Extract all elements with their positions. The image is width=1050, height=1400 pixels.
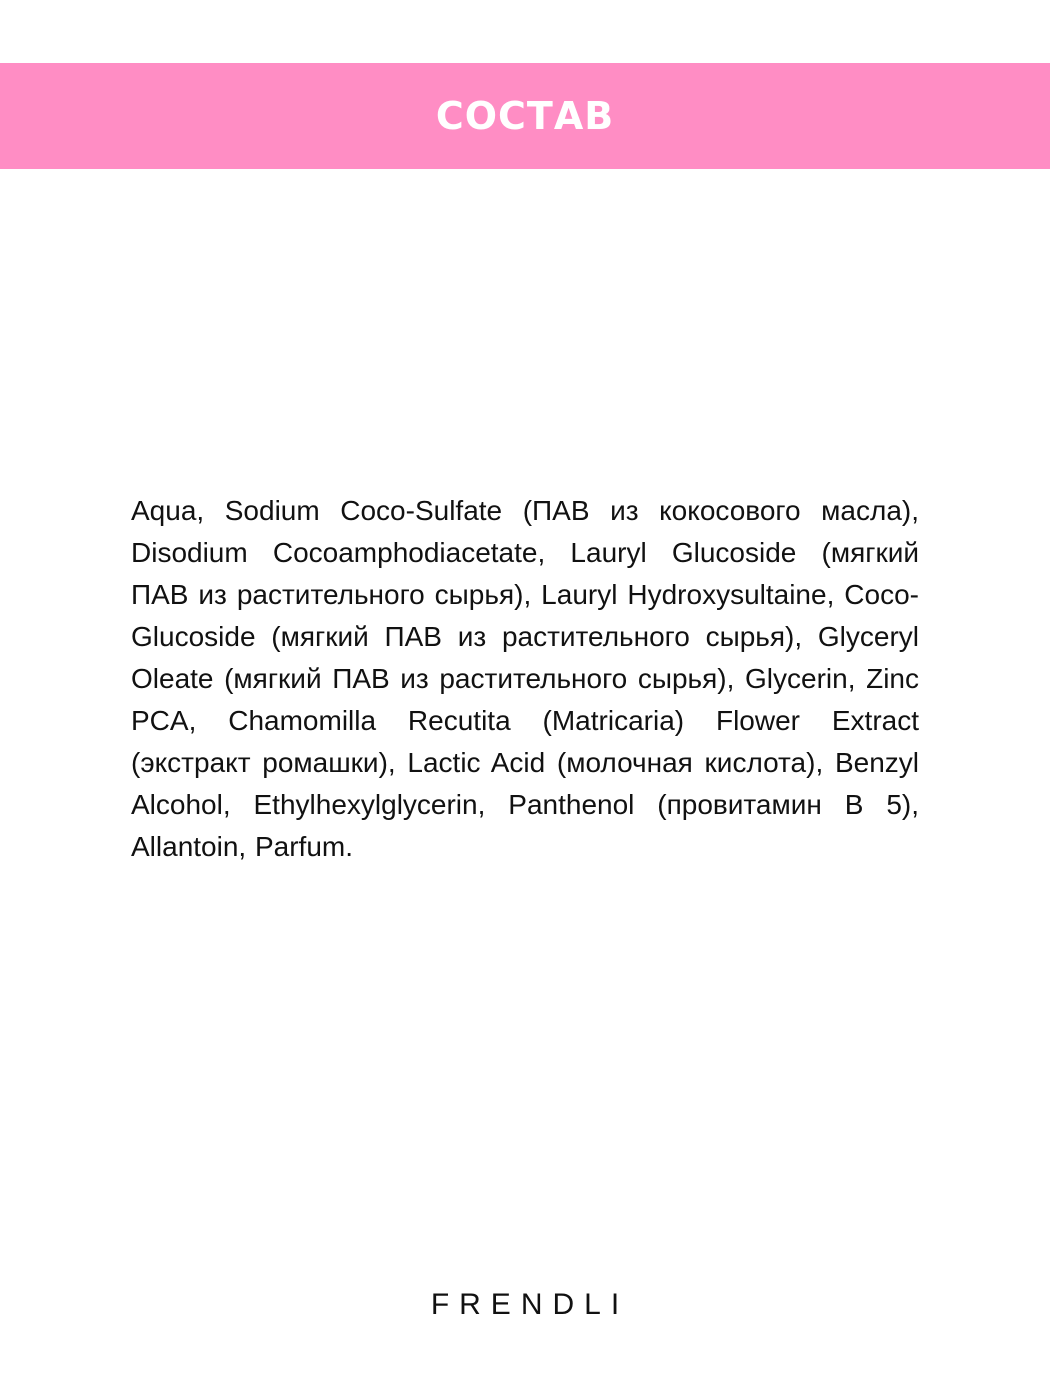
brand-logo: FRENDLI xyxy=(430,1288,630,1321)
ingredients-text: Aqua, Sodium Coco-Sulfate (ПАВ из кокосового масла), Disodium Cocoamphodiacetate, Lauryl Glucoside (мягкий ПАВ из растительного сырья), Lauryl Hydroxysultaine, Coco-Glucoside (мягкий ПАВ из растительного сырья), Glyceryl Oleate (мягкий ПАВ из растительного сырья), Glycerin, Zinc PCA, Chamomilla Recutita (Matricaria) Flower Extract (экстракт ромашки), Lactic Acid (молочная кислота), Benzyl Alcohol, Ethylhexylglycerin, Panthenol (провитамин B 5), Allantoin, Parfum. xyxy=(131,495,919,862)
page-title: СОСТАВ xyxy=(435,94,615,138)
header-band xyxy=(0,63,1050,169)
